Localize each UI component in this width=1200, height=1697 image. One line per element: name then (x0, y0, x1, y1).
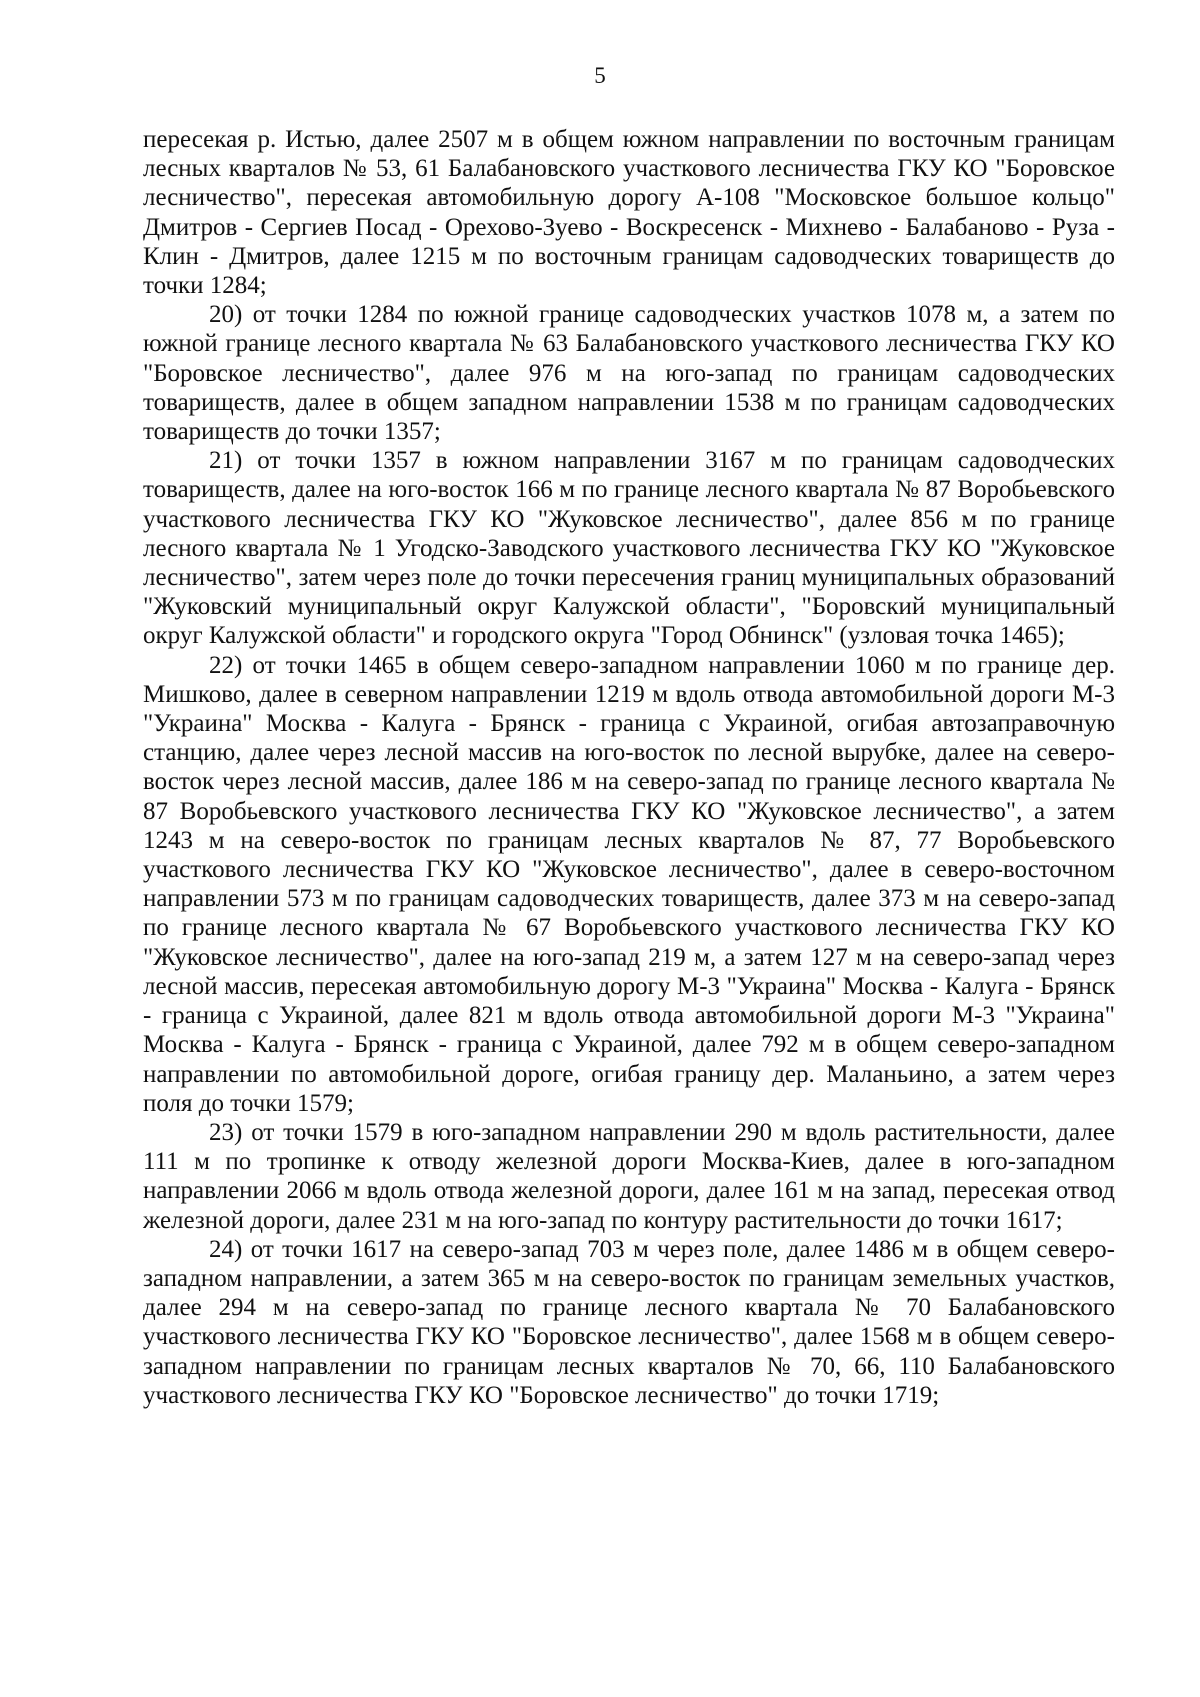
paragraph-item-22: 22) от точки 1465 в общем северо-западном направлении 1060 м по границе дер. Мишково, далее в северном направлении 1219 м вдоль отвода автомобильной дороги М-3 "Украина" Москва - Калуга - Брянск - граница с Украиной, огибая автозаправочную станцию, далее через лесной массив на юго-восток по лесной вырубке, далее на северо-восток через лесной массив, далее 186 м на северо-запад по границе лесного квартала № 87 Воробьевского участкового лесничества ГКУ КО "Жуковское лесничество", а затем 1243 м на северо-восток по границам лесных кварталов № 87, 77 Воробьевского участкового лесничества ГКУ КО "Жуковское лесничество", далее в северо-восточном направлении 573 м по границам садоводческих товариществ, далее 373 м на северо-запад по границе лесного квартала № 67 Воробьевского участкового лесничества ГКУ КО "Жуковское лесничество", далее на юго-запад 219 м, а затем 127 м на северо-запад через лесной массив, пересекая автомобильную дорогу М-3 "Украина" Москва - Калуга - Брянск - граница с Украиной, далее 821 м вдоль отвода автомобильной дороги М-3 "Украина" Москва - Калуга - Брянск - граница с Украиной, далее 792 м в общем северо-западном направлении по автомобильной дороге, огибая границу дер. Маланьино, а затем через поля до точки 1579; (143, 651, 1115, 1117)
paragraph-continuation: пересекая р. Истью, далее 2507 м в общем южном направлении по восточным границам лесных кварталов № 53, 61 Балабановского участкового лесничества ГКУ КО "Боровское лесничество", пересекая автомобильную дорогу А-108 "Московское большое кольцо" Дмитров - Сергиев Посад - Орехово-Зуево - Воскресенск - Михнево - Балабаново - Руза - Клин - Дмитров, далее 1215 м по восточным границам садоводческих товариществ до точки 1284; (143, 126, 1115, 300)
document-body (143, 125, 1115, 1410)
paragraph-item-24: 24) от точки 1617 на северо-запад 703 м через поле, далее 1486 м в общем северо-западном направлении, а затем 365 м на северо-восток по границам земельных участков, далее 294 м на северо-запад по границе лесного квартала № 70 Балабановского участкового лесничества ГКУ КО "Боровское лесничество", далее 1568 м в общем северо-западном направлении по границам лесных кварталов № 70, 66, 110 Балабановского участкового лесничества ГКУ КО "Боровское лесничество" до точки 1719; (143, 1235, 1115, 1409)
paragraph-item-23: 23) от точки 1579 в юго-западном направлении 290 м вдоль растительности, далее 111 м по тропинке к отводу железной дороги Москва-Киев, далее в юго-западном направлении 2066 м вдоль отвода железной дороги, далее 161 м на запад, пересекая отвод железной дороги, далее 231 м на юго-запад по контуру растительности до точки 1617; (143, 1118, 1115, 1234)
paragraph-item-21: 21) от точки 1357 в южном направлении 3167 м по границам садоводческих товариществ, далее на юго-восток 166 м по границе лесного квартала № 87 Воробьевского участкового лесничества ГКУ КО "Жуковское лесничество", далее 856 м по границе лесного квартала № 1 Угодско-Заводского участкового лесничества ГКУ КО "Жуковское лесничество", затем через поле до точки пересечения границ муниципальных образований "Жуковский муниципальный округ Калужской области", "Боровский муниципальный округ Калужской области" и городского округа "Город Обнинск" (узловая точка 1465); (143, 447, 1115, 650)
paragraph-item-20: 20) от точки 1284 по южной границе садоводческих участков 1078 м, а затем по южной границе лесного квартала № 63 Балабановского участкового лесничества ГКУ КО "Боровское лесничество", далее 976 м на юго-запад по границам садоводческих товариществ, далее в общем западном направлении 1538 м по границам садоводческих товариществ до точки 1357; (143, 301, 1115, 446)
page-number: 5 (594, 63, 606, 88)
